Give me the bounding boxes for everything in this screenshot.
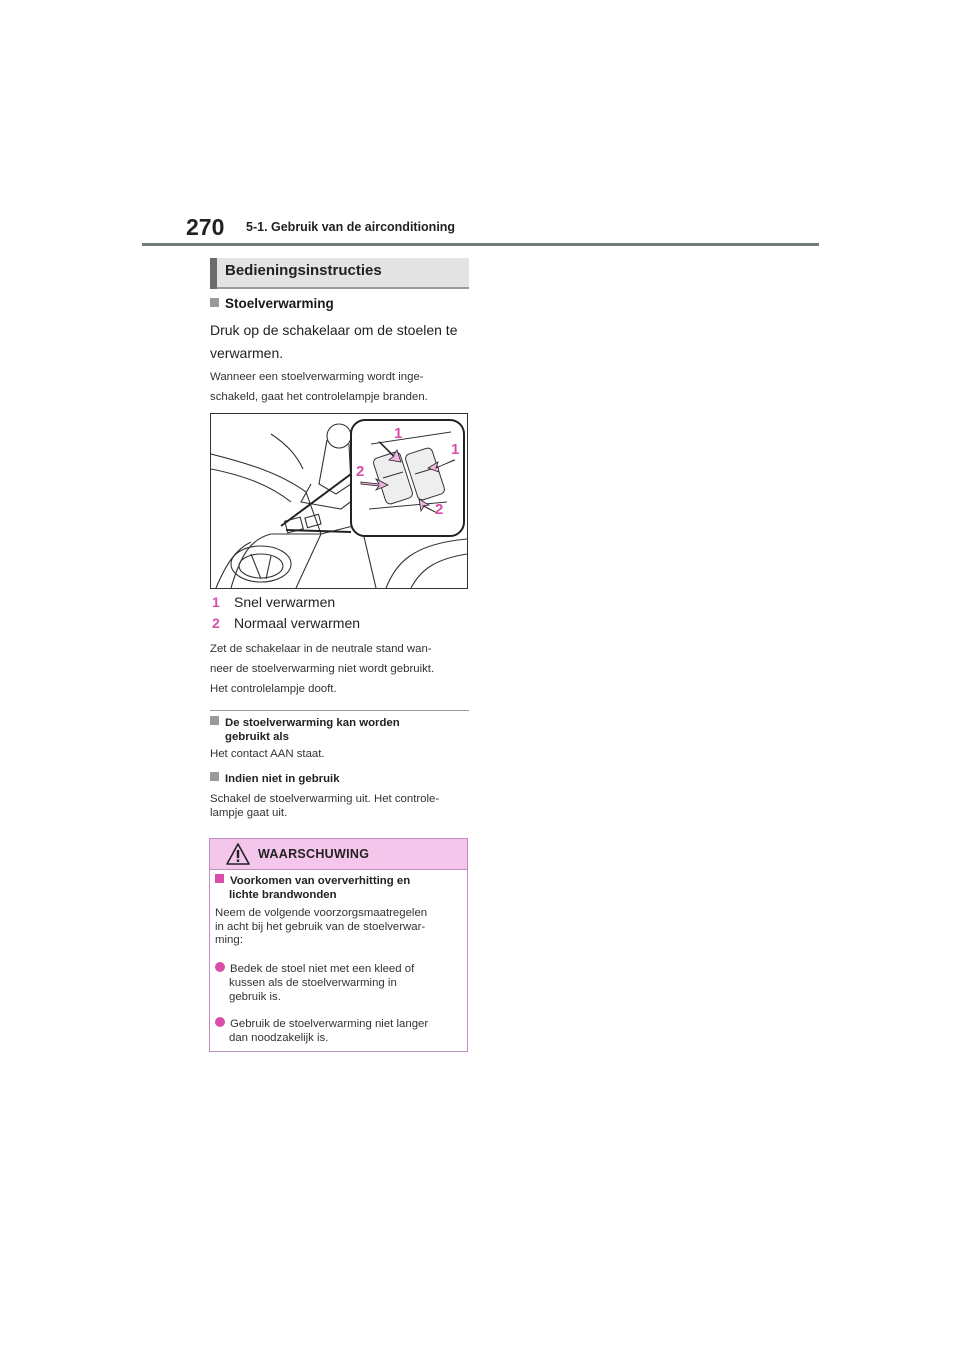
seat-heating-heading: Stoelverwarming	[210, 296, 334, 311]
section-title: Bedieningsinstructies	[225, 262, 382, 279]
warning-header	[210, 839, 467, 870]
warning-title: WAARSCHUWING	[258, 847, 370, 861]
warning-box	[209, 838, 468, 1052]
pink-square-bullet-icon	[215, 874, 224, 883]
console-drawing	[211, 414, 467, 588]
seat-heating-note: Wanneer een stoelverwarming wordt inge- schakeld, gaat het controlelampje branden.	[210, 371, 428, 403]
warning-triangle-icon	[226, 843, 250, 865]
seat-heating-intro: Druk op de schakelaar om de stoelen te verwarmen.	[210, 322, 458, 361]
callout-2b: 2	[435, 501, 444, 518]
not-in-use-text: Schakel de stoelverwarming uit. Het controle- lampje gaat uit.	[210, 793, 440, 819]
seat-heater-switch-illustration	[210, 413, 468, 589]
title-accent-bar	[210, 258, 217, 289]
page-number: 270	[186, 214, 225, 240]
section-title-box	[210, 258, 469, 289]
legend-item-normal-heating: 2 Normaal verwarmen	[212, 615, 361, 631]
square-bullet-icon	[210, 716, 219, 725]
legend-item-fast-heating: 1 Snel verwarmen	[212, 594, 336, 610]
warning-bullet: Bedek de stoel niet met een kleed of kussen als de stoelverwarming in gebruik is.	[215, 962, 465, 1004]
callout-1b: 1	[451, 441, 460, 458]
usable-text: Het contact AAN staat.	[210, 748, 325, 760]
usable-heading: De stoelverwarming kan worden gebruikt als	[210, 716, 472, 744]
pink-dot-bullet-icon	[215, 962, 225, 972]
warning-subheading: Voorkomen van oververhitting en lichte brandwonden	[215, 874, 465, 902]
pink-dot-bullet-icon	[215, 1017, 225, 1027]
seat-heating-off-text: Zet de schakelaar in de neutrale stand wan- neer de stoelverwarming niet wordt gebruikt. Het controlelampje dooft.	[210, 643, 435, 695]
warning-bullet: Gebruik de stoelverwarming niet langer dan noodzakelijk is.	[215, 1017, 465, 1045]
header-divider	[142, 243, 819, 246]
section-divider	[210, 710, 469, 711]
callout-2a: 2	[356, 463, 365, 480]
section-header: 5-1. Gebruik van de airconditioning	[246, 220, 456, 234]
callout-1a: 1	[394, 425, 403, 442]
not-in-use-heading: Indien niet in gebruik	[210, 772, 340, 785]
square-bullet-icon	[210, 298, 219, 307]
warning-paragraph: Neem de volgende voorzorgsmaatregelen in acht bij het gebruik van de stoelverwar- ming:	[215, 907, 428, 946]
square-bullet-icon	[210, 772, 219, 781]
